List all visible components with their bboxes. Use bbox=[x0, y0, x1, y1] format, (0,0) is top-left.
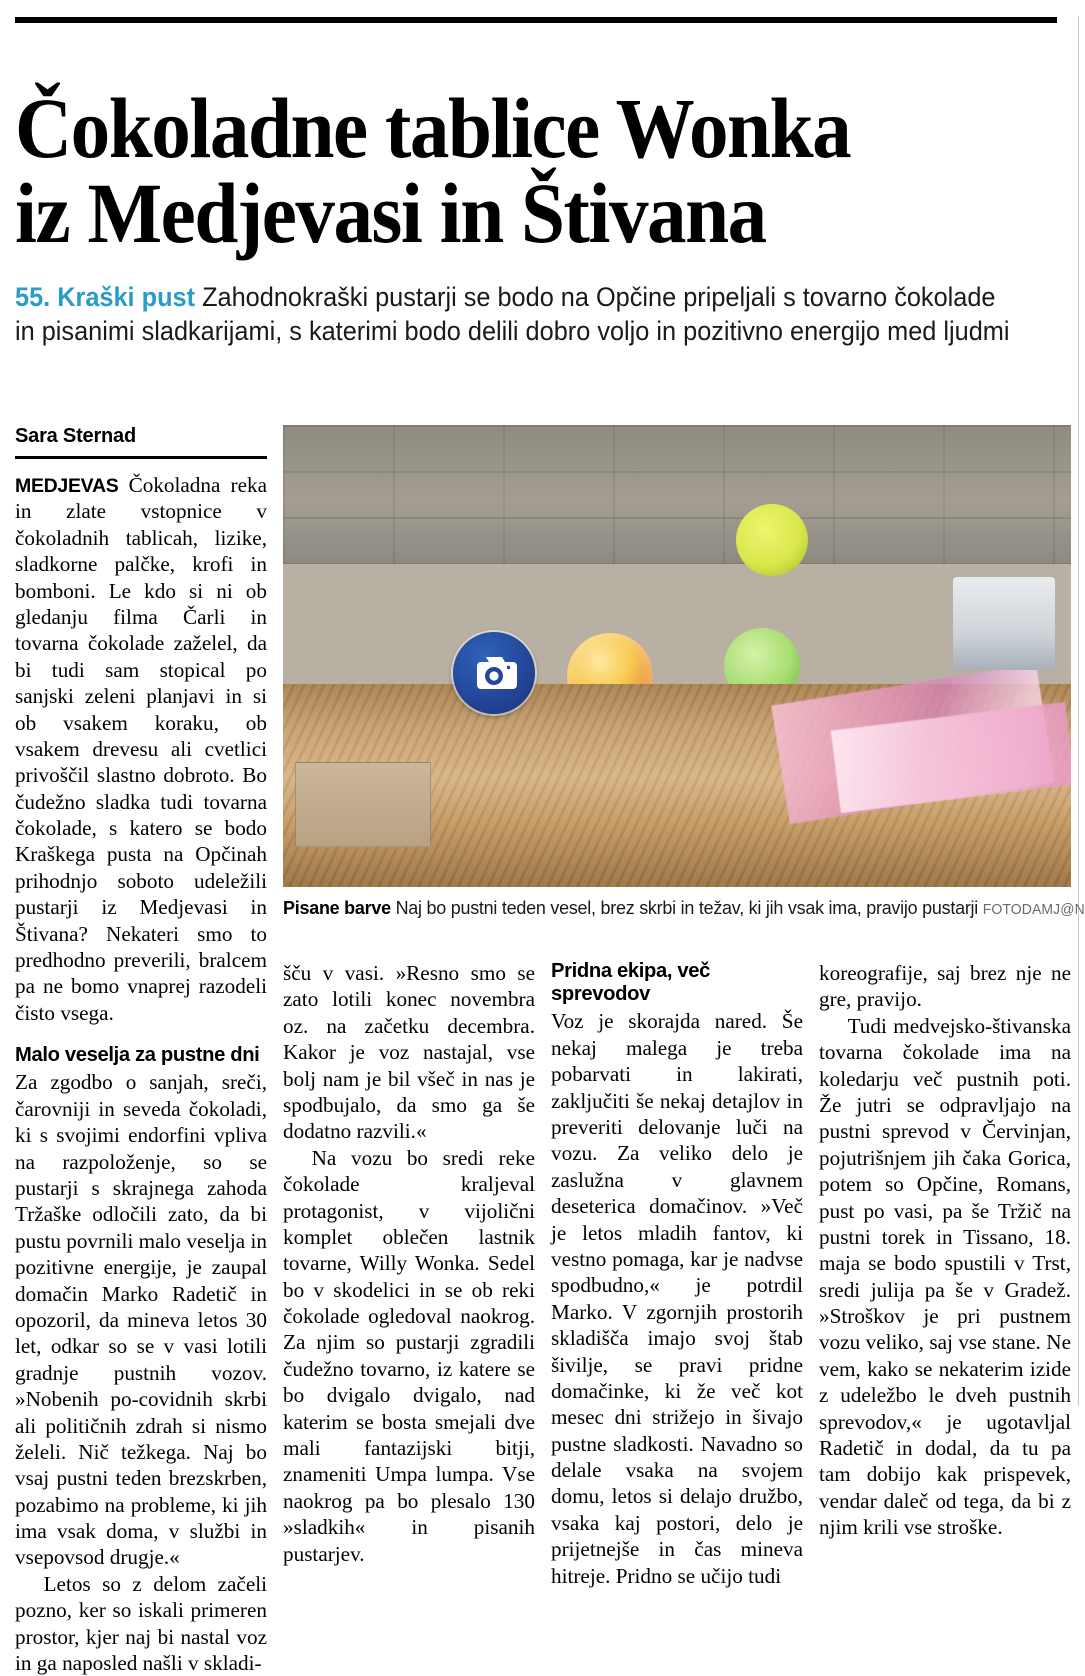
photo-cardboard-box bbox=[295, 762, 431, 847]
headline-line-2: iz Medjevasi in Štivana bbox=[15, 164, 766, 261]
photo-image bbox=[283, 425, 1071, 887]
photo-sewing-machine bbox=[953, 577, 1055, 669]
article-deck bbox=[15, 281, 1016, 349]
photo-credit: FOTODAMJ@N bbox=[982, 902, 1085, 918]
paragraph: šču v vasi. »Resno smo se zato lotili konec novembra oz. na začetku decembra. Kakor je voz nastajal, vse bolj nam je bil všeč in nas je spodbujalo, da smo ga še dodatno razvili.« bbox=[283, 961, 535, 1144]
paragraph: koreografije, saj brez nje ne gre, pravijo. bbox=[819, 961, 1071, 1012]
paragraph: Voz je skorajda nared. Še nekaj malega je treba pobarvati in lakirati, zaključiti še nekaj detajlov in preveriti delovanje luči na vozu. Za veliko delo je zaslužna v glavnem deseterica domačinov. »Več je letos mladih fantov, ki vestno pomaga, kar je nadvse spodbudno,« je potrdil Marko. V zgornjih prostorih skladišča imajo svoj štab šivilje, se pravi pridne domačinke, ki že več kot mesec dni strižejo in šivajo pustne sladkosti. Navadno so delale vsaka na svojem domu, letos si delajo družbo, vsaka kaj postori, delo je prijetnejše in čas mineva hitreje. Pridno se učijo tudi bbox=[551, 1009, 803, 1588]
page-title bbox=[15, 79, 986, 261]
byline-rule bbox=[15, 456, 267, 459]
article-column-4 bbox=[819, 960, 1071, 1541]
article-photo bbox=[283, 425, 1071, 887]
article-column-1 bbox=[15, 425, 267, 1676]
top-rule bbox=[15, 17, 1057, 23]
paragraph: Tudi medvejsko-štivanska tovarna čokolade ima na koledarju več pustnih poti. Že jutri se odpravljajo na pustni sprevod v Červinjan, pojutrišnjem jih čaka Gorica, potem so Opčine, Romans, pust po vasi, pa še Tržič na pustni torek in Tissano, 18. maja se bodo spustili v Trst, sredi julija pa še v Gradež. »Stroškov je pri pustnem vozu veliko, saj vse stane. Ne vem, kako se nekaterim izide z udeležbo le dveh pustnih sprevodov,« je ugotavljal Radetič in dodal, da tu pa tam dobijo kak prispevek, vendar daleč od tega, da bi z njim krili vse stroške. bbox=[819, 1013, 1071, 1540]
photo-caption bbox=[283, 897, 1085, 919]
caption-lead: Pisane barve bbox=[283, 897, 391, 918]
article-column-2 bbox=[283, 960, 535, 1567]
subhead-pridna-ekipa: Pridna ekipa, več sprevodov bbox=[551, 960, 711, 1006]
article-column-3 bbox=[551, 960, 803, 1589]
paragraph: Za zgodbo o sanjah, sreči, čarovniji in seveda čokoladi, ki s svojimi endorfini vpliva na razpoloženje, so se pustarji s skrajnega zahoda Tržaške odločili zato, da bi pustu povrnili malo veselja in pozitivne energije, je zaupal domačin Marko Radetič in opozoril, da mineva letos 30 let, odkar so se v vasi lotili gradnje pustnih vozov. »Nobenih po-covidnih skrbi ali političnih zdrah si nismo želeli. Nič težkega. Naj bo vsaj pustni teden brezskrben, pozabimo na probleme, ki jih ima vsak doma, v službi in vsepovsod drugje.« bbox=[15, 1070, 267, 1570]
headline-line-1: Čokoladne tablice Wonka bbox=[15, 79, 851, 176]
caption-text: Naj bo pustni teden vesel, brez skrbi in težav, ki jih vsak ima, pravijo pustarji bbox=[390, 897, 983, 918]
deck-text: Zahodnokraški pustarji se bodo na Opčine pripeljali s tovarno čokolade in pisanimi sladkarijami, s katerimi bodo delili dobro voljo in pozitivno energijo med ljudmi bbox=[15, 282, 1010, 346]
photo-prop-lollipop-yellow bbox=[736, 504, 808, 576]
page-edge-rule bbox=[1078, 16, 1079, 1406]
paragraph bbox=[15, 472, 267, 1026]
deck-kicker: 55. Kraški pust bbox=[15, 282, 196, 312]
camera-icon[interactable] bbox=[453, 632, 535, 714]
paragraph: Letos so z delom začeli pozno, ker so iskali primeren prostor, kjer naj bi nastal voz in ga naposled našli v skladi- bbox=[15, 1571, 267, 1676]
subhead-malo-veselja: Malo veselja za pustne dni bbox=[15, 1044, 260, 1067]
paragraph: Na vozu bo sredi reke čokolade kraljeval protagonist, v vijolični komplet oblečen lastnik tovarne, Willy Wonka. Sedel bo v skodelici in se ob reki čokolade ogledoval naokrog. Za njim so pustarji zgradili čudežno tovarno, iz katere se bo dvigalo dvigalo, nad katerim se bosta smejali dve mali fantazijski bitji, znameniti Umpa lumpa. Vse naokrog pa bo plesalo 130 »sladkih« in pisanih pustarjev. bbox=[283, 1145, 535, 1566]
dateline: MEDJEVAS bbox=[15, 475, 119, 497]
paragraph-text: Čokoladna reka in zlate vstopnice v čokoladnih tablicah, lizike, sladkorne palčke, krofi in bomboni. Le kdo si ni ob gledanju filma Čarli in tovarna čokolade zaželel, da bi tudi sam stopical po sanjski zeleni planjavi in si ob vsakem koraku, ob vsakem drevesu ali cvetlici privoščil slastno dobroto. Bo čudežno sladka tudi tovarna čokolade, s katero se bodo Kraškega pusta na Opčinah prihodnjo soboto udeležili pustarji iz Medjevasi in Štivana? Nekateri smo to predhodno preverili, bralcem pa ne bomo vnaprej razodeli čisto vsega. bbox=[15, 473, 267, 1025]
byline: Sara Sternad bbox=[15, 425, 136, 447]
